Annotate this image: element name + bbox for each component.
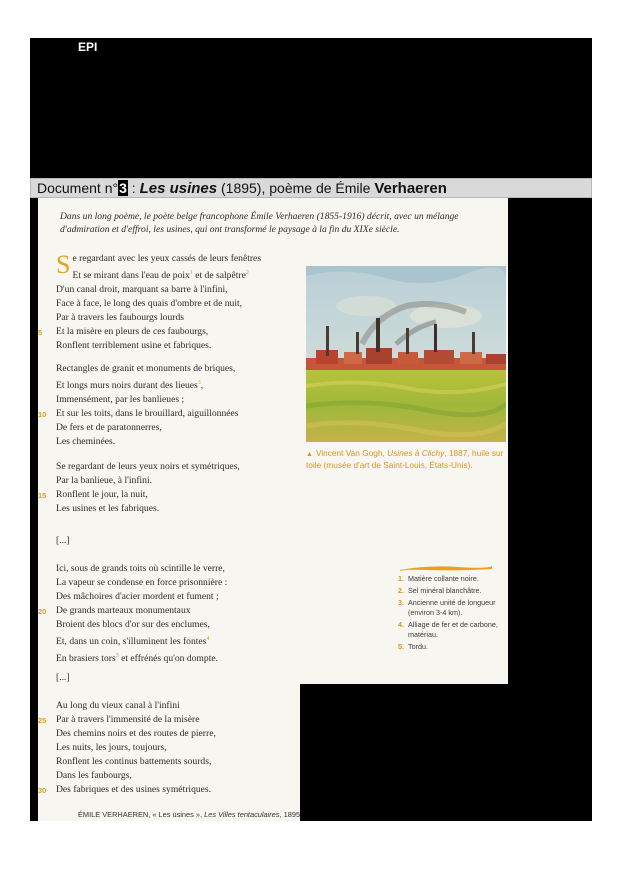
footnote-text: Sel minéral blanchâtre. <box>408 586 482 595</box>
line-text: Ici, sous de grands toits où scintille le verre, <box>56 563 225 574</box>
line-text: Les usines et les fabriques. <box>56 503 160 514</box>
footnote-number: 3. <box>398 598 404 607</box>
footnote-item <box>398 574 506 584</box>
poem-line <box>38 407 239 421</box>
line-text: Des fabriques et des usines symétriques. <box>56 784 212 795</box>
line-text: Des chemins noirs et des routes de pierre, <box>56 728 216 739</box>
stanza-4 <box>38 562 228 666</box>
poem-line <box>38 783 216 797</box>
poem-line <box>38 604 227 618</box>
doc-year: (1895), poème de Émile <box>217 180 375 196</box>
line-number: 10 <box>38 410 47 420</box>
doc-separator: : <box>127 180 140 196</box>
poem-line <box>56 727 216 741</box>
footnote-ref: 1 <box>189 270 193 276</box>
epi-label: EPI <box>78 40 98 54</box>
line-text: Ronflent le jour, la nuit, <box>56 489 148 500</box>
stanza-5 <box>38 699 216 797</box>
footnote-ref: 5 <box>115 653 119 660</box>
line-text: Face à face, le long des quais d'ombre et de nuit, <box>56 298 243 310</box>
footnote-number: 4. <box>398 620 404 629</box>
poem-line <box>56 755 216 769</box>
poem-line <box>56 297 261 311</box>
line-text-tail: et effrénés qu'on dompte. <box>118 653 219 665</box>
footnote-text: Alliage de fer et de carbone, matériau. <box>408 620 498 639</box>
redaction-block-top <box>30 38 592 178</box>
lexique-banner <box>398 560 494 570</box>
poem-line <box>56 632 227 649</box>
painting-caption <box>306 448 506 471</box>
footnote-ref: 4 <box>206 636 210 642</box>
line-text: Et, dans un coin, s'illuminent les fontes <box>56 636 207 648</box>
poem-line <box>38 713 216 727</box>
banner-stroke-icon <box>398 563 494 573</box>
line-text: Et longs murs noirs durant des lieues <box>56 380 198 392</box>
line-number: 15 <box>38 491 47 500</box>
poem-line <box>56 590 227 604</box>
line-text-tail: , <box>200 380 204 392</box>
line-text: De fers et de paratonnerres, <box>56 422 162 434</box>
redaction-block-bottom-right <box>300 684 592 821</box>
doc-number: 3 <box>119 180 127 196</box>
line-number: 30 <box>38 786 47 795</box>
line-text: Et sur les toits, dans le brouillard, aiguillonnées <box>56 408 239 420</box>
line-text: Des mâchoires d'acier mordent et fument ; <box>56 591 219 602</box>
poem-line <box>56 376 239 393</box>
line-text: Et la misère en pleurs de ces faubourgs, <box>56 326 209 338</box>
line-text: La vapeur se condense en force prisonnière : <box>56 577 228 588</box>
line-text: D'un canal droit, marquant sa barre à l'infini, <box>56 284 228 296</box>
poem-line <box>56 362 239 376</box>
line-text: Ronflent terriblement usine et fabriques. <box>56 340 212 352</box>
footnote-ref: 3 <box>197 380 201 386</box>
poem-line <box>56 435 239 449</box>
poem-line <box>56 649 227 666</box>
line-text: Se regardant de leurs yeux noirs et symétriques, <box>56 461 240 472</box>
poem-line <box>56 562 227 576</box>
ellipsis-1: [...] <box>56 535 70 546</box>
line-text-tail: et de salpêtre <box>192 270 246 282</box>
line-text: Par à travers l'immensité de la misère <box>56 714 200 725</box>
poem-line <box>38 488 240 502</box>
document-title-bar <box>30 178 592 198</box>
footnote-text: Ancienne unité de longueur (environ 3-4 km). <box>408 598 496 617</box>
poem-line <box>56 266 261 283</box>
line-text: Par à travers les faubourgs lourds <box>56 312 184 324</box>
line-text: Immensément, par les banlieues ; <box>56 394 185 406</box>
poem-line <box>56 502 240 516</box>
poem-line <box>56 576 227 590</box>
line-text: Et se mirant dans l'eau de poix <box>72 270 190 282</box>
poem-line <box>56 769 216 783</box>
poem-introduction: Dans un long poème, le poète belge francophone Émile Verhaeren (1855-1916) décrit, avec un mélange d'admiration et d'effroi, les usines, qui ont transformé le paysage à la fin du XIXe siècle. <box>60 211 459 235</box>
caption-rest: , 1887, huile sur toile (musée d'art de Saint-Louis, États-Unis). <box>306 448 504 470</box>
footnote-text: Tordu. <box>408 642 428 651</box>
poem-line <box>56 283 261 297</box>
stanza-3 <box>38 460 240 516</box>
caption-artist: Vincent Van Gogh, <box>315 448 388 458</box>
poem-line <box>56 618 227 632</box>
poem-author: Verhaeren <box>374 180 447 197</box>
line-text: En brasiers tors <box>56 653 116 665</box>
caption-triangle-icon: ▲ <box>306 451 313 458</box>
footnote-list <box>398 574 506 654</box>
line-text: De grands marteaux monumentaux <box>56 605 191 616</box>
poem-line <box>56 699 216 713</box>
poem-title: Les usines <box>139 180 218 197</box>
line-text: Dans les faubourgs, <box>56 770 132 781</box>
footnote-text: Matière collante noire. <box>408 574 479 583</box>
stanza-1 <box>38 250 262 353</box>
poem-line <box>56 339 261 353</box>
poem-line <box>56 741 216 755</box>
footnote-number: 2. <box>398 586 404 595</box>
van-gogh-painting <box>306 266 506 442</box>
line-number: 20 <box>38 607 47 616</box>
line-text: Rectangles de granit et monuments de briques, <box>56 363 236 374</box>
footnote-number: 5. <box>398 642 404 651</box>
line-number: 25 <box>38 716 47 725</box>
line-text: Par la banlieue, à l'infini. <box>56 475 153 486</box>
footnote-item <box>398 620 506 640</box>
poem-source <box>78 810 302 819</box>
line-text: Au long du vieux canal à l'infini <box>56 700 180 711</box>
footnote-ref: 2 <box>245 270 249 276</box>
footnote-number: 1. <box>398 574 404 583</box>
footnote-item <box>398 598 506 618</box>
poem-line <box>56 311 261 325</box>
poem-line <box>56 421 239 435</box>
line-text: Les nuits, les jours, toujours, <box>56 742 167 753</box>
source-book: Les Villes tentaculaires <box>204 810 280 819</box>
line-text: Ronflent les continus battements sourds, <box>56 756 212 767</box>
source-author: ÉMILE VERHAEREN, « Les usines », <box>78 810 205 819</box>
poem-line <box>56 460 240 474</box>
footnote-item <box>398 642 506 652</box>
ellipsis-2: [...] <box>56 672 70 683</box>
drop-cap: S <box>56 250 71 279</box>
line-text: e regardant avec les yeux cassés de leurs fenêtres <box>72 253 262 264</box>
caption-work: Usines à Clichy <box>387 448 445 458</box>
footnote-item <box>398 586 506 596</box>
line-number: 5 <box>38 328 43 338</box>
painting-image <box>306 266 506 442</box>
redaction-block-left <box>30 198 38 821</box>
stanza-2 <box>38 362 239 449</box>
poem-line <box>38 325 261 339</box>
doc-prefix: Document n° <box>37 180 119 196</box>
poem-line <box>56 474 240 488</box>
source-year: , 1895. <box>279 810 303 819</box>
line-text: Les cheminées. <box>56 436 116 448</box>
line-text: Broient des blocs d'or sur des enclumes, <box>56 619 210 630</box>
poem-line <box>56 393 239 407</box>
